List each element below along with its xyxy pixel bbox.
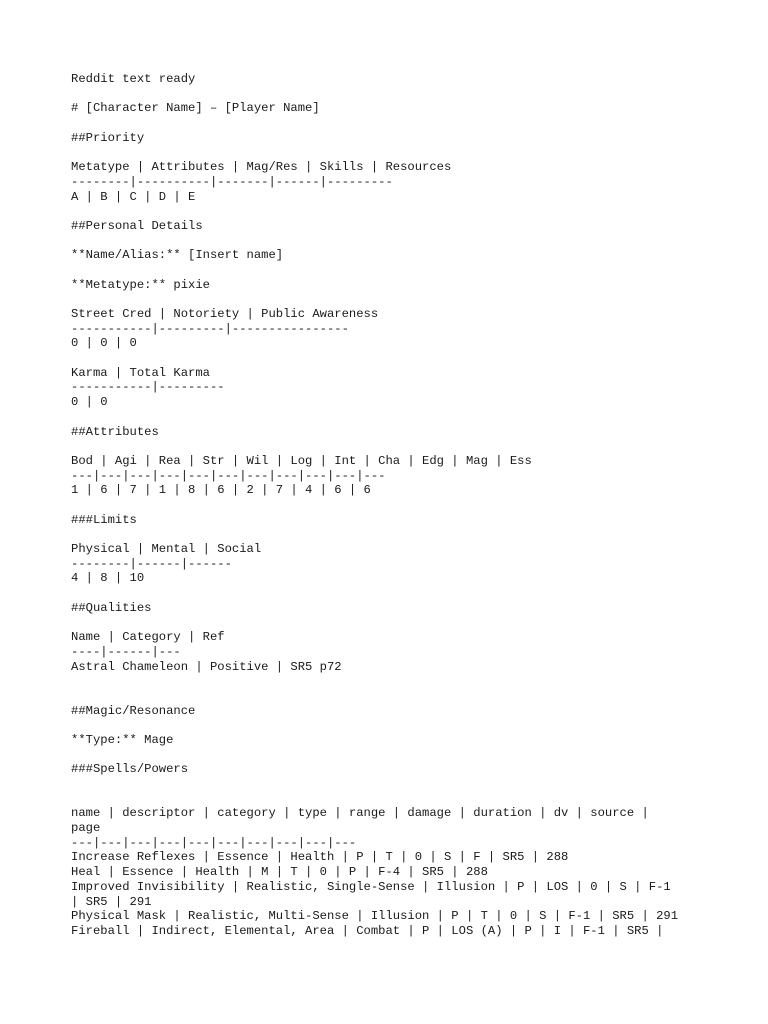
quality-row: Astral Chameleon | Positive | SR5 p72 xyxy=(71,659,342,674)
spells-separator: ---|---|---|---|---|---|---|---|---|--- xyxy=(71,835,357,850)
spells-header-row-wrap: page xyxy=(71,821,101,836)
limits-separator: --------|------|------ xyxy=(71,556,232,571)
karma-header-row: Karma | Total Karma xyxy=(71,365,210,380)
spells-heading: ###Spells/Powers xyxy=(71,762,189,777)
name-alias-line: **Name/Alias:** [Insert name] xyxy=(71,248,284,263)
metatype-line: **Metatype:** pixie xyxy=(71,277,210,292)
cred-header-row: Street Cred | Notoriety | Public Awareness xyxy=(71,307,379,321)
priority-heading: ##Priority xyxy=(71,130,145,145)
limits-value-row: 4 | 8 | 10 xyxy=(71,571,145,586)
qualities-heading: ##Qualities xyxy=(71,600,152,615)
magic-type-line: **Type:** Mage xyxy=(71,732,174,747)
document-body xyxy=(71,72,711,939)
personal-heading: ##Personal Details xyxy=(71,218,203,233)
spell-row: Fireball | Indirect, Elemental, Area | Combat | P | LOS (A) | P | I | F-1 | SR5 | xyxy=(71,923,664,938)
spell-row: Improved Invisibility | Realistic, Single-Sense | Illusion | P | LOS | 0 | S | F-1 xyxy=(71,879,671,894)
character-title: # [Character Name] – [Player Name] xyxy=(71,101,320,116)
magic-heading: ##Magic/Resonance xyxy=(71,703,196,718)
qualities-separator: ----|------|--- xyxy=(71,644,181,659)
qualities-header-row: Name | Category | Ref xyxy=(71,630,225,645)
cred-separator: -----------|---------|---------------- xyxy=(71,321,349,336)
limits-heading: ###Limits xyxy=(71,512,137,527)
spell-row: Heal | Essence | Health | M | T | 0 | P | F-4 | SR5 | 288 xyxy=(71,865,488,880)
spell-row: Physical Mask | Realistic, Multi-Sense | Illusion | P | T | 0 | S | F-1 | SR5 | 291 xyxy=(71,909,679,924)
attributes-heading: ##Attributes xyxy=(71,424,159,439)
cred-value-row: 0 | 0 | 0 xyxy=(71,336,137,351)
karma-value-row: 0 | 0 xyxy=(71,395,108,410)
karma-separator: -----------|--------- xyxy=(71,380,225,395)
spell-row-wrap: | SR5 | 291 xyxy=(71,894,152,909)
priority-value-row: A | B | C | D | E xyxy=(71,189,196,204)
attributes-value-row: 1 | 6 | 7 | 1 | 8 | 6 | 2 | 7 | 4 | 6 | 6 xyxy=(71,483,371,498)
limits-header-row: Physical | Mental | Social xyxy=(71,542,262,556)
attributes-separator: ---|---|---|---|---|---|---|---|---|---|--- xyxy=(71,468,386,483)
header-note: Reddit text ready xyxy=(71,72,196,86)
attributes-header-row: Bod | Agi | Rea | Str | Wil | Log | Int | Cha | Edg | Mag | Ess xyxy=(71,453,532,468)
spells-header-row: name | descriptor | category | type | range | damage | duration | dv | source | xyxy=(71,806,649,821)
priority-separator: --------|----------|-------|------|--------- xyxy=(71,174,393,189)
priority-header-row: Metatype | Attributes | Mag/Res | Skills | Resources xyxy=(71,160,452,175)
spell-row: Increase Reflexes | Essence | Health | P | T | 0 | S | F | SR5 | 288 xyxy=(71,850,569,865)
